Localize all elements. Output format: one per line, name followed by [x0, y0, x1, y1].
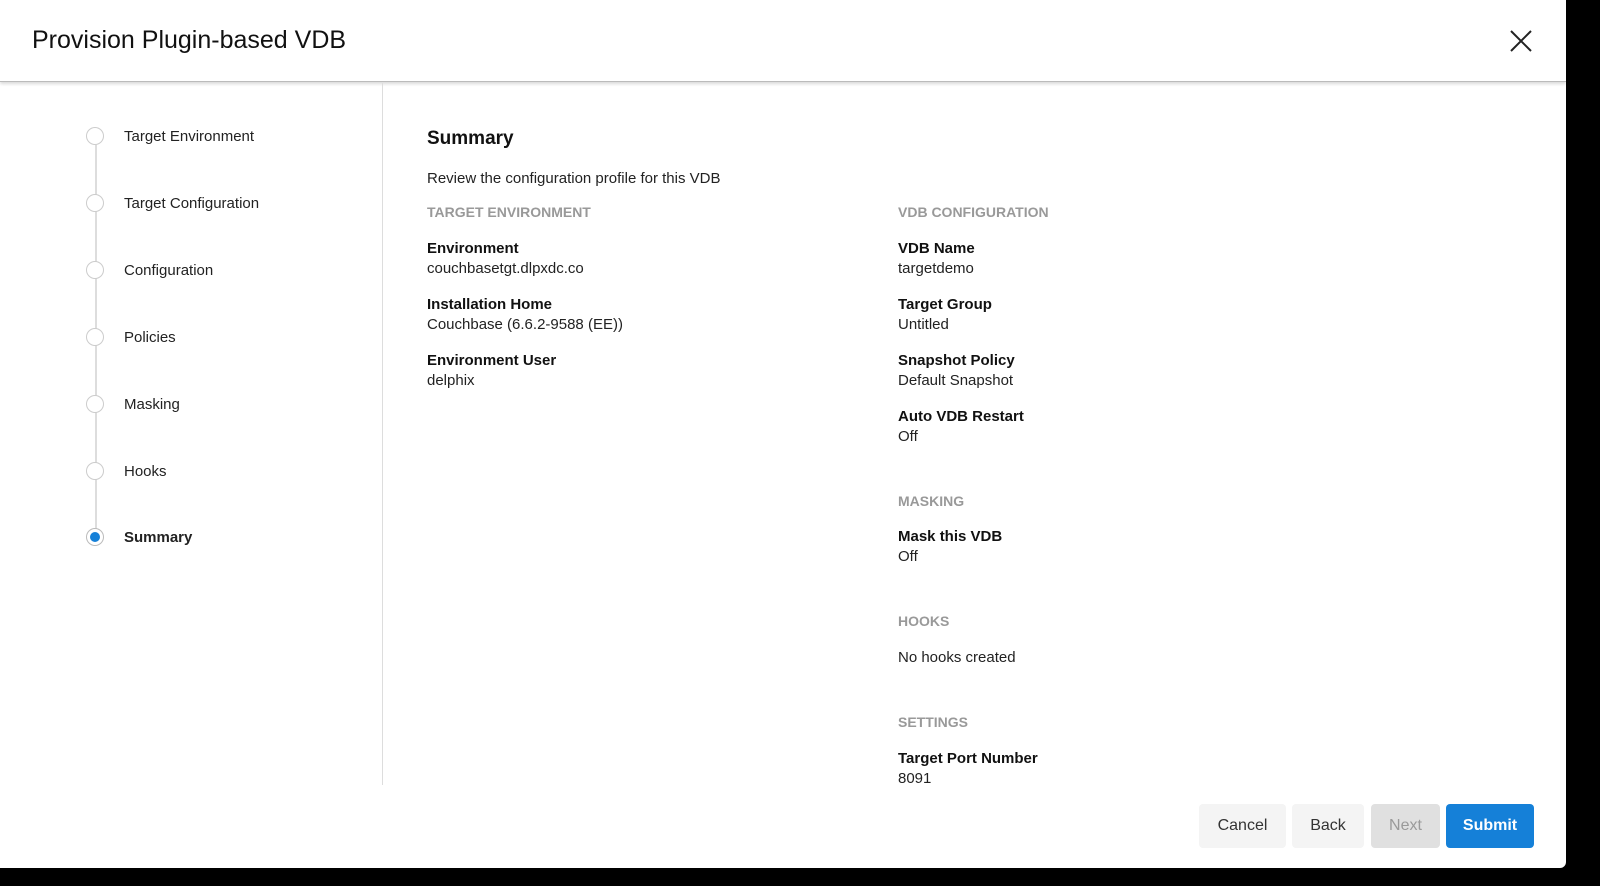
hooks-heading: HOOKS	[898, 613, 950, 629]
field-label: Auto VDB Restart	[898, 408, 1024, 425]
cancel-button[interactable]: Cancel	[1199, 804, 1286, 848]
auto-restart-field	[898, 407, 1024, 447]
step-circle-icon	[86, 328, 104, 346]
field-label: VDB Name	[898, 240, 975, 257]
field-value: couchbasetgt.dlpxdc.co	[427, 260, 584, 277]
field-value: delphix	[427, 372, 475, 389]
field-label: Mask this VDB	[898, 528, 1003, 545]
field-label: Target Port Number	[898, 750, 1038, 767]
dialog-header	[0, 0, 1566, 82]
next-button[interactable]: Next	[1371, 804, 1440, 848]
field-value: Default Snapshot	[898, 372, 1014, 389]
field-label: Environment User	[427, 352, 557, 369]
back-button[interactable]: Back	[1292, 804, 1364, 848]
field-label: Installation Home	[427, 296, 553, 313]
vdb-configuration-heading: VDB CONFIGURATION	[898, 204, 1049, 220]
wizard-steps	[0, 83, 383, 785]
field-value: Untitled	[898, 316, 949, 333]
step-circle-icon	[86, 194, 104, 212]
field-value: 8091	[898, 770, 932, 787]
target-port-field	[898, 749, 1038, 789]
step-masking[interactable]	[86, 393, 180, 415]
step-summary[interactable]	[86, 526, 192, 548]
step-label: Hooks	[124, 462, 167, 480]
step-circle-icon	[86, 261, 104, 279]
field-value: Couchbase (6.6.2-9588 (EE))	[427, 316, 623, 333]
step-configuration[interactable]	[86, 259, 213, 281]
field-value: Off	[898, 428, 918, 445]
field-value: targetdemo	[898, 260, 974, 277]
field-value: Off	[898, 548, 918, 565]
step-policies[interactable]	[86, 326, 176, 348]
step-label: Target Environment	[124, 127, 255, 145]
close-icon[interactable]	[1506, 26, 1536, 56]
step-label: Policies	[124, 328, 176, 346]
installation-home-field	[427, 295, 623, 335]
step-label: Target Configuration	[124, 194, 260, 212]
snapshot-policy-field	[898, 351, 1015, 391]
mask-vdb-field	[898, 527, 1002, 567]
step-circle-icon	[86, 127, 104, 145]
target-group-field	[898, 295, 992, 335]
dialog-title: Provision Plugin-based VDB	[32, 26, 347, 54]
field-label: Target Group	[898, 296, 992, 313]
step-circle-icon	[86, 462, 104, 480]
vdb-name-field	[898, 239, 975, 279]
step-label: Masking	[124, 395, 180, 413]
step-label: Summary	[124, 528, 193, 546]
target-environment-heading: TARGET ENVIRONMENT	[427, 204, 591, 220]
summary-intro: Review the configuration profile for this VDB	[427, 170, 721, 187]
step-hooks[interactable]	[86, 460, 167, 482]
environment-user-field	[427, 351, 556, 391]
step-active-circle-icon	[86, 528, 104, 546]
step-target-configuration[interactable]	[86, 192, 259, 214]
step-circle-icon	[86, 395, 104, 413]
field-label: Snapshot Policy	[898, 352, 1015, 369]
hooks-text: No hooks created	[898, 649, 1016, 666]
environment-field	[427, 239, 584, 279]
step-target-environment[interactable]	[86, 125, 254, 147]
settings-heading: SETTINGS	[898, 714, 969, 730]
masking-heading: MASKING	[898, 493, 965, 509]
step-label: Configuration	[124, 261, 214, 279]
summary-title: Summary	[427, 128, 514, 149]
field-label: Environment	[427, 240, 519, 257]
submit-button[interactable]: Submit	[1446, 804, 1534, 848]
